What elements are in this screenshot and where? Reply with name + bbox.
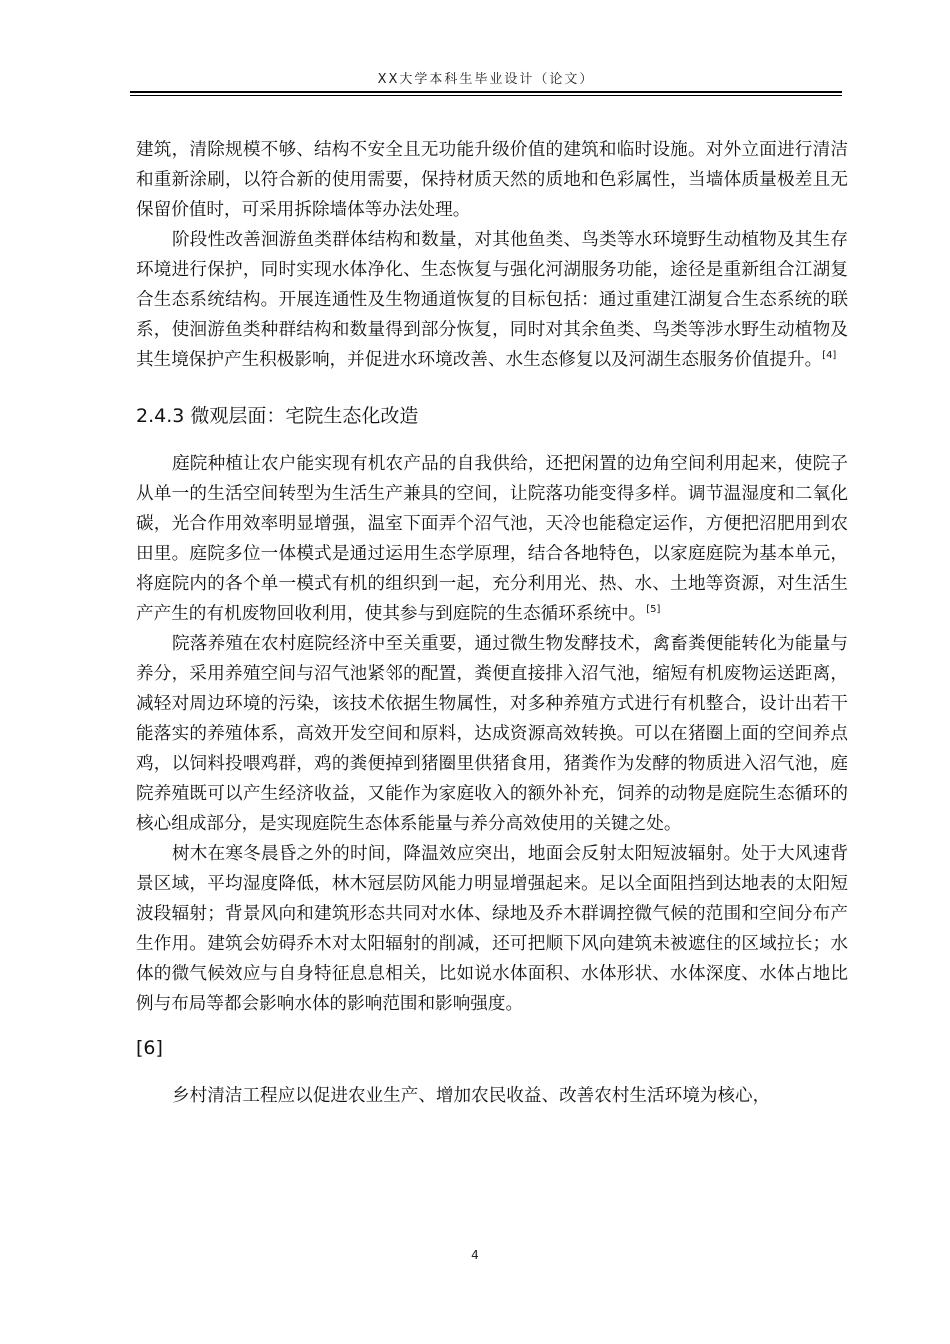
paragraph xyxy=(136,629,848,839)
paragraph-text: 庭院种植让农户能实现有机农产品的自我供给，还把闲置的边角空间利用起来，使院子从单一的生活空间转型为生活生产兼具的空间，让院落功能变得多样。调节温湿度和二氧化碳，光合作用效率明显增强，温室下面弄个沼气池，天冷也能稳定运作，方便把沼肥用到农田里。庭院多位一体模式是通过运用生态学原理，结合各地特色，以家庭庭院为基本单元，将庭院内的各个单一模式有机的组织到一起，充分利用光、热、水、土地等资源，对生活生产产生的有机废物回收利用，使其参与到庭院的生态循环系统中。 xyxy=(136,454,848,624)
header-rule xyxy=(130,91,842,93)
paragraph-text: 树木在寒冬晨昏之外的时间，降温效应突出，地面会反射太阳短波辐射。处于大风速背景区域，平均湿度降低，林木冠层防风能力明显增强起来。足以全面阻挡到达地表的太阳短波段辐射；背景风向和建筑形态共同对水体、绿地及乔木群调控微气候的范围和空间分布产生作用。建筑会妨碍乔木对太阳辐射的削减，还可把顺下风向建筑未被遮住的区域拉长；水体的微气候效应与自身特征息息相关，比如说水体面积、水体形状、水体深度、水体占地比例与布局等都会影响水体的影响范围和影响强度。 xyxy=(136,844,848,1014)
paragraph-text: 院落养殖在农村庭院经济中至关重要，通过微生物发酵技术，禽畜粪便能转化为能量与养分，采用养殖空间与沼气池紧邻的配置，粪便直接排入沼气池，缩短有机废物运送距离，减轻对周边环境的污染，该技术依据生物属性，对多种养殖方式进行有机整合，设计出若干能落实的养殖体系，高效开发空间和原料，达成资源高效转换。可以在猪圈上面的空间养点鸡，以饲料投喂鸡群，鸡的粪便掉到猪圈里供猪食用，猪粪作为发酵的物质进入沼气池，庭院养殖既可以产生经济收益，又能作为家庭收入的额外补充，饲养的动物是庭院生态循环的核心组成部分，是实现庭院生态体系能量与养分高效使用的关键之处。 xyxy=(136,634,848,834)
paragraph xyxy=(136,1081,848,1111)
paragraph-text: 建筑，清除规模不够、结构不安全且无功能升级价值的建筑和临时设施。对外立面进行清洁和重新涂刷，以符合新的使用需要，保持材质天然的质地和色彩属性，当墙体质量极差且无保留价值时，可采用拆除墙体等办法处理。 xyxy=(136,140,848,220)
paragraph-continued xyxy=(136,135,848,225)
page-header: XX大学本科生毕业设计（论文） xyxy=(377,72,595,87)
paragraph xyxy=(136,225,848,375)
page-number: 4 xyxy=(471,1248,479,1262)
document-body xyxy=(136,135,848,1111)
paragraph-text: 阶段性改善洄游鱼类群体结构和数量，对其他鱼类、鸟类等水环境野生动植物及其生存环境进行保护，同时实现水体净化、生态恢复与强化河湖服务功能，途径是重新组合江湖复合生态系统结构。开展连通性及生物通道恢复的目标包括：通过重建江湖复合生态系统的联系，使洄游鱼类种群结构和数量得到部分恢复，同时对其余鱼类、鸟类等涉水野生动植物及其生境保护产生积极影响，并促进水环境改善、水生态修复以及河湖生态服务价值提升。 xyxy=(136,230,848,370)
paragraph xyxy=(136,839,848,1019)
citation-marker: [5] xyxy=(646,604,661,616)
paragraph-text: 乡村清洁工程应以促进农业生产、增加农民收益、改善农村生活环境为核心， xyxy=(172,1086,771,1106)
citation-marker: [4] xyxy=(822,350,837,362)
reference-marker: [6] xyxy=(136,1037,163,1059)
section-heading: 2.4.3 微观层面：宅院生态化改造 xyxy=(136,405,419,427)
header-rule-thin xyxy=(130,95,842,96)
paragraph xyxy=(136,449,848,629)
